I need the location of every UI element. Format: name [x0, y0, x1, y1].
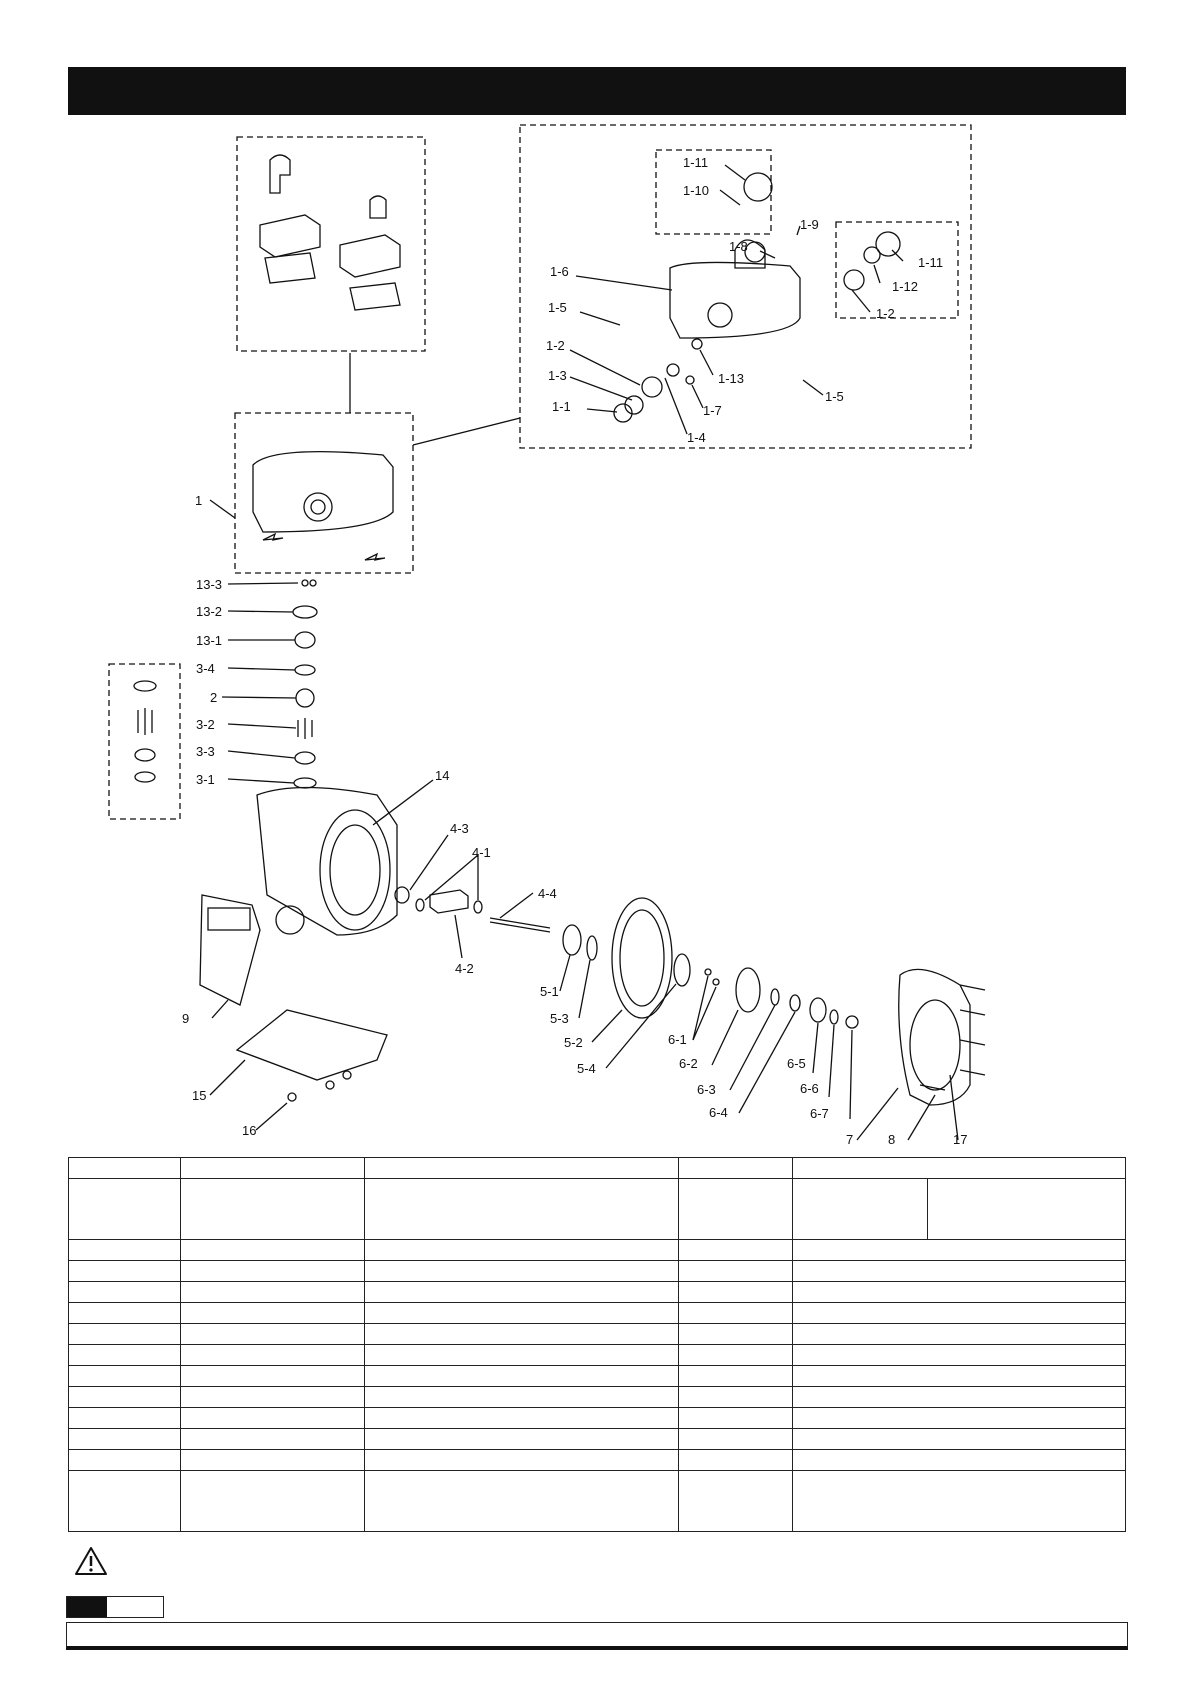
callout-6-7: 6-7: [810, 1106, 829, 1121]
callout-16: 16: [242, 1123, 257, 1138]
callout-1-1: 1-1: [552, 399, 571, 414]
page-indicator: [66, 1596, 164, 1618]
table-row: [69, 1429, 1126, 1450]
table-row: [69, 1450, 1126, 1471]
callout-1-5: 1-5: [548, 300, 567, 315]
callout-1-8: 1-8: [729, 239, 748, 254]
callout-3-3: 3-3: [196, 744, 215, 759]
table-row: [69, 1345, 1126, 1366]
callout-13-1: 13-1: [196, 633, 223, 648]
page-indicator-fill: [67, 1597, 107, 1617]
callout-2: 2: [210, 690, 218, 705]
table-subheader-row: [69, 1179, 1126, 1240]
table-row: [69, 1324, 1126, 1345]
callout-3-1: 3-1: [196, 772, 215, 787]
callout-1-3: 1-3: [548, 368, 567, 383]
callout-6-4: 6-4: [709, 1105, 728, 1120]
callout-1-11: 1-11: [683, 155, 709, 170]
table-cell: [181, 1179, 365, 1240]
table-row: [69, 1240, 1126, 1261]
callout-8: 8: [888, 1132, 896, 1147]
callout-6-1: 6-1: [668, 1032, 687, 1047]
callout-6-2: 6-2: [679, 1056, 698, 1071]
table-cell: [69, 1179, 181, 1240]
table-row: [69, 1408, 1126, 1429]
air-valve-assembly-box: [235, 413, 413, 573]
callout-4-4: 4-4: [538, 886, 557, 901]
callout-6-5: 6-5: [787, 1056, 806, 1071]
warning-triangle-icon: [74, 1546, 108, 1576]
callout-13-2: 13-2: [196, 604, 223, 619]
table-row: [69, 1366, 1126, 1387]
table-row: [69, 1471, 1126, 1532]
callout-1-6: 1-6: [550, 264, 569, 279]
callout-5-4: 5-4: [577, 1061, 596, 1076]
callout-1-11b: 1-11: [918, 255, 944, 270]
callout-5-2: 5-2: [564, 1035, 583, 1050]
callout-14: 14: [435, 768, 450, 783]
callout-9: 9: [182, 1011, 190, 1026]
table-cell: [181, 1158, 365, 1179]
table-cell: [793, 1179, 928, 1240]
callout-1: 1: [195, 493, 203, 508]
callout-15: 15: [192, 1088, 207, 1103]
callout-5-3: 5-3: [550, 1011, 569, 1026]
table-row: [69, 1282, 1126, 1303]
callout-1-10: 1-10: [683, 183, 710, 198]
callout-17: 17: [953, 1132, 968, 1147]
table-cell: [679, 1179, 793, 1240]
callout-1-2b: 1-2: [876, 306, 895, 321]
callout-6-6: 6-6: [800, 1081, 819, 1096]
callout-1-2: 1-2: [546, 338, 565, 353]
fittings-detail-box: [237, 137, 425, 351]
callout-3-2: 3-2: [196, 717, 215, 732]
callout-1-5b: 1-5: [825, 389, 844, 404]
table-cell: [365, 1158, 679, 1179]
callout-13-3: 13-3: [196, 577, 223, 592]
callout-1-13: 1-13: [718, 371, 745, 386]
callout-1-4: 1-4: [687, 430, 706, 445]
table-cell: [928, 1179, 1126, 1240]
table-row: [69, 1261, 1126, 1282]
callout-4-3: 4-3: [450, 821, 469, 836]
table-cell: [793, 1158, 1126, 1179]
callout-1-7: 1-7: [703, 403, 722, 418]
callout-4-2: 4-2: [455, 961, 474, 976]
cap-detail-box: [656, 150, 771, 234]
footer-bar: [66, 1622, 1128, 1650]
table-cell: [365, 1179, 679, 1240]
table-row: [69, 1387, 1126, 1408]
callout-1-12: 1-12: [892, 279, 919, 294]
parts-table: [68, 1157, 1126, 1532]
callout-6-3: 6-3: [697, 1082, 716, 1097]
callout-4-1: 4-1: [472, 845, 491, 860]
table-cell: [679, 1158, 793, 1179]
table-row: [69, 1303, 1126, 1324]
callout-7: 7: [846, 1132, 854, 1147]
table-header-row: [69, 1158, 1126, 1179]
ball-kit-box: [109, 664, 180, 819]
callout-1-9: 1-9: [800, 217, 819, 232]
callout-3-4: 3-4: [196, 661, 215, 676]
table-cell: [69, 1158, 181, 1179]
callout-5-1: 5-1: [540, 984, 559, 999]
